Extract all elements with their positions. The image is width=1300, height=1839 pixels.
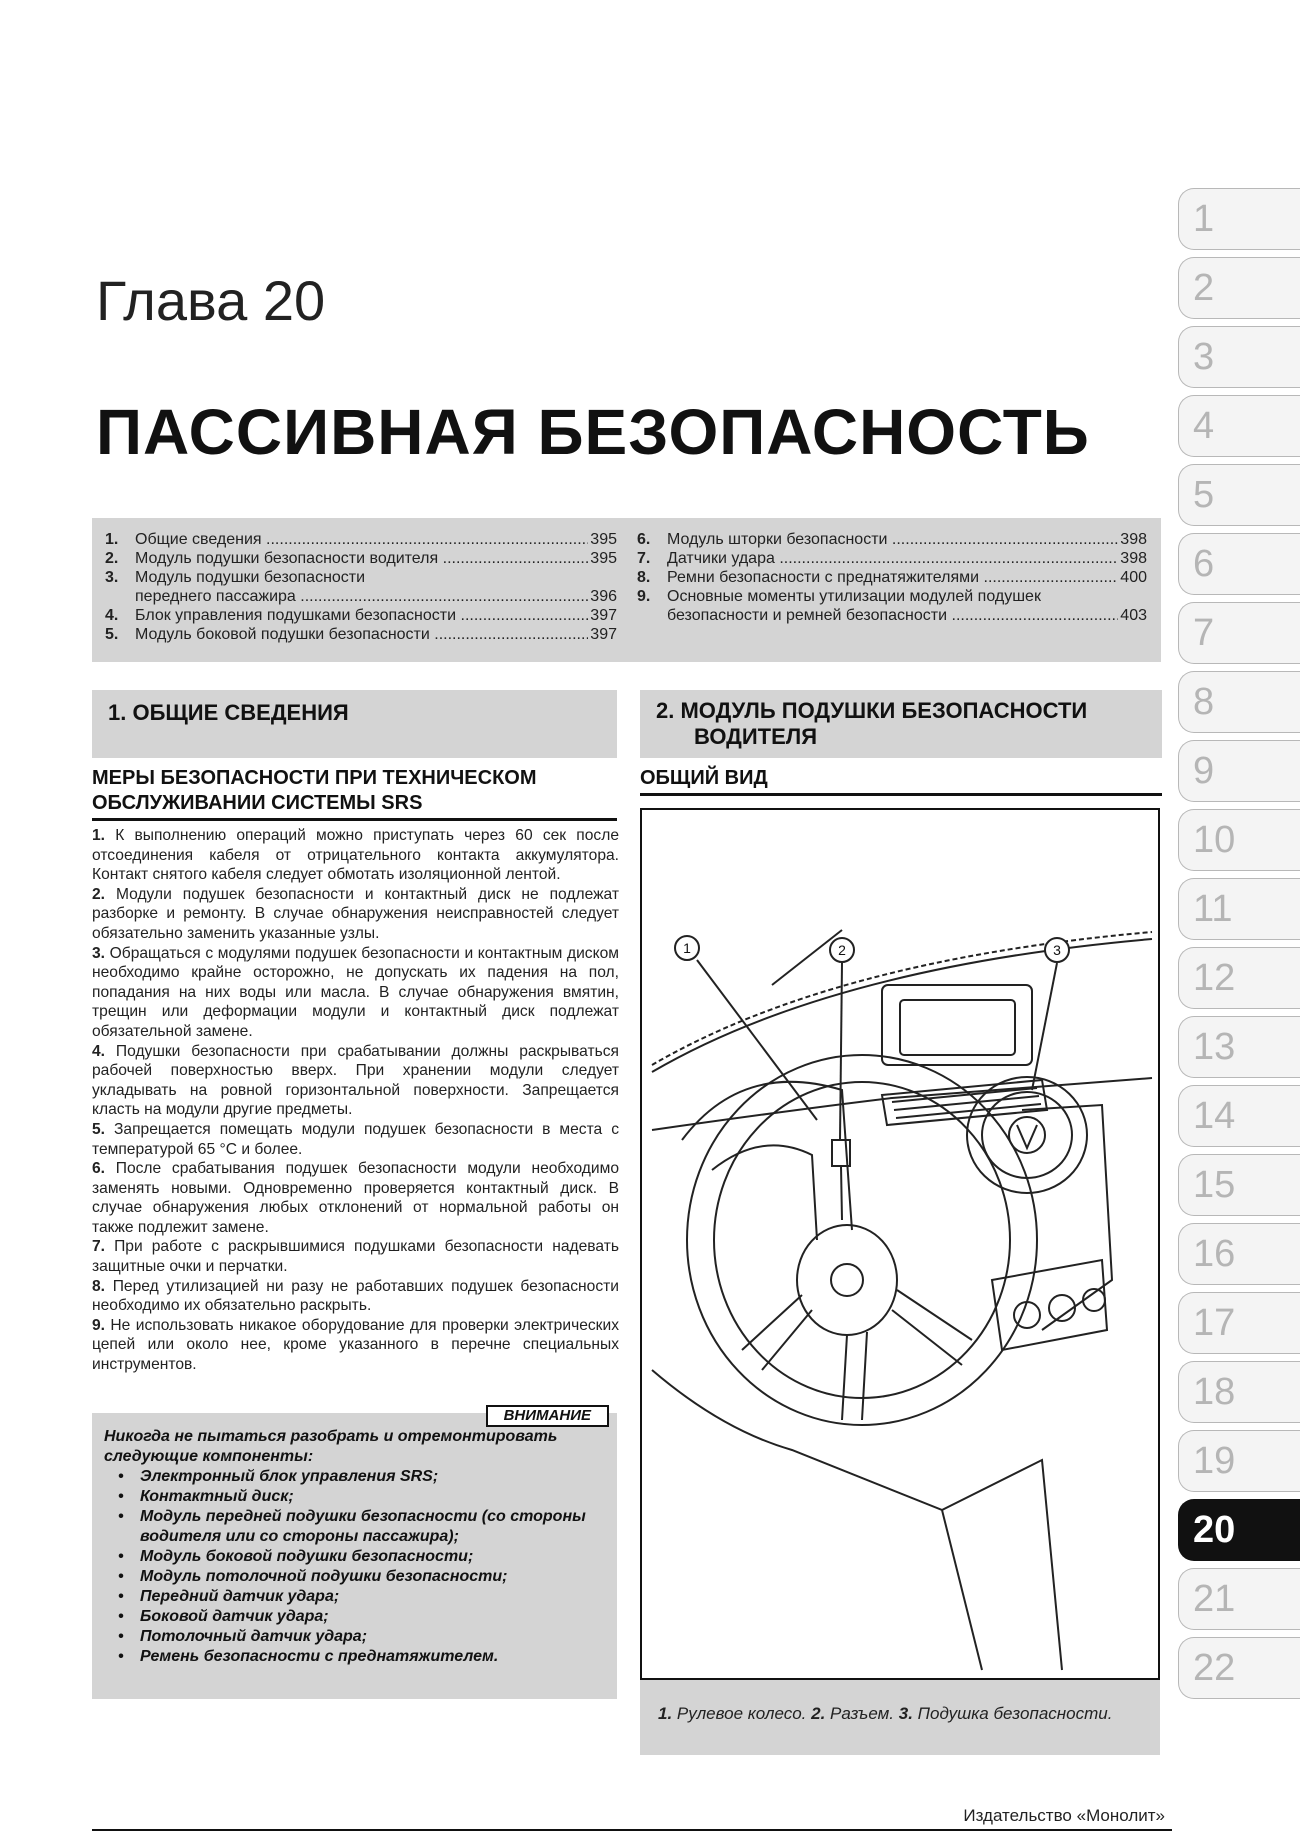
section-1-subheading: МЕРЫ БЕЗОПАСНОСТИ ПРИ ТЕХНИЧЕСКОМ ОБСЛУЖИВАНИИ СИСТЕМЫ SRS: [92, 766, 617, 821]
chapter-tab[interactable]: 7: [1178, 602, 1300, 664]
list-item: 8. Перед утилизацией ни разу не работавших подушек безопасности необходимо их обязательно раскрыть.: [92, 1277, 619, 1315]
callout-1: 1: [683, 940, 691, 956]
list-item: 5. Запрещается помещать модули подушек безопасности в места с температурой 65 °С и более.: [92, 1120, 619, 1158]
list-item: 7. При работе с раскрывшимися подушками безопасности надевать защитные очки и перчатки.: [92, 1238, 619, 1276]
chapter-title: ПАССИВНАЯ БЕЗОПАСНОСТЬ: [96, 396, 1090, 468]
list-item: 3. Обращаться с модулями подушек безопасности и контактным диском необходимо крайне осторожно, не допускать их падения на пол, попадания на них воды или масла. В случае обнаружения вмятин, трещин или деформации модули и контактный диск подлежат обязательной замене.: [92, 944, 619, 1040]
chapter-tab[interactable]: 17: [1178, 1292, 1300, 1354]
chapter-tabs: [1178, 188, 1300, 1706]
chapter-tab-active[interactable]: 20: [1178, 1499, 1300, 1561]
list-item: 2. Модули подушек безопасности и контактный диск не подлежат разборке и ремонту. В случае обнаружения неисправностей следует обязательно заменить указанные узлы.: [92, 885, 619, 942]
toc-item[interactable]: 6. Модуль шторки безопасности ..... 398: [637, 530, 1147, 549]
warning-item: • Электронный блок управления SRS;: [104, 1467, 604, 1487]
toc-item[interactable]: 3. Модуль подушки безопасности: [105, 569, 366, 586]
callout-3: 3: [1053, 942, 1061, 958]
warning-item: • Ремень безопасности с преднатяжителем.: [104, 1647, 604, 1667]
section-2-heading-line: 2. МОДУЛЬ ПОДУШКИ БЕЗОПАСНОСТИ: [656, 698, 1088, 723]
toc-item[interactable]: 4. Блок управления подушками безопасности ..... 397: [105, 606, 617, 625]
figure-caption: 1. Рулевое колесо. 2. Разъем. 3. Подушка безопасности.: [640, 1680, 1160, 1755]
toc-item-continuation[interactable]: переднего пассажира ..... 396: [105, 587, 617, 606]
chapter-tab[interactable]: 15: [1178, 1154, 1300, 1216]
list-item: 4. Подушки безопасности при срабатывании должны раскрываться рабочей поверхностью вверх. При хранении модули следует укладывать на ровной горизонтальной поверхности. Запрещается класть на модули другие предметы.: [92, 1042, 619, 1119]
chapter-tab[interactable]: 6: [1178, 533, 1300, 595]
warning-body: [104, 1427, 604, 1667]
chapter-tab[interactable]: 22: [1178, 1637, 1300, 1699]
warning-item: • Контактный диск;: [104, 1487, 604, 1507]
table-of-contents: [92, 518, 1161, 662]
chapter-tab[interactable]: 8: [1178, 671, 1300, 733]
chapter-tab[interactable]: 5: [1178, 464, 1300, 526]
chapter-tab[interactable]: 13: [1178, 1016, 1300, 1078]
warning-item: • Модуль боковой подушки безопасности;: [104, 1547, 604, 1567]
toc-item[interactable]: 8. Ремни безопасности с преднатяжителями ..... 400: [637, 568, 1147, 587]
list-item: 6. После срабатывания подушек безопасности модули необходимо заменять новыми. Одновременно проверяется контактный диск. В случае обнаружения любых отклонений от нормальной работы он также подлежит замене.: [92, 1160, 619, 1236]
warning-item: • Модуль потолочной подушки безопасности;: [104, 1567, 604, 1587]
warning-item: • Боковой датчик удара;: [104, 1607, 604, 1627]
publisher-name: Издательство «Монолит»: [963, 1806, 1165, 1825]
chapter-tab[interactable]: 3: [1178, 326, 1300, 388]
toc-item-continuation[interactable]: безопасности и ремней безопасности ..... 403: [637, 606, 1147, 625]
warning-item: • Потолочный датчик удара;: [104, 1627, 604, 1647]
toc-item[interactable]: 1. Общие сведения ..... 395: [105, 530, 617, 549]
warning-intro: Никогда не пытаться разобрать и отремонтировать следующие компоненты:: [104, 1428, 558, 1465]
toc-item[interactable]: 7. Датчики удара ..... 398: [637, 549, 1147, 568]
toc-item[interactable]: 9. Основные моменты утилизации модулей подушек: [637, 588, 1041, 605]
warning-item: • Передний датчик удара;: [104, 1587, 604, 1607]
toc-item[interactable]: 2. Модуль подушки безопасности водителя ..... 395: [105, 549, 617, 568]
warning-item: • Модуль передней подушки безопасности (со стороны водителя или со стороны пассажира);: [104, 1507, 604, 1547]
dashboard-illustration: [642, 810, 1158, 1678]
chapter-tab[interactable]: 14: [1178, 1085, 1300, 1147]
list-item: 9. Не использовать никакое оборудование для проверки электрических цепей или около нее, кроме указанного в перечне специальных инструментов.: [92, 1316, 619, 1374]
toc-right-column: [637, 530, 1147, 625]
chapter-tab[interactable]: 21: [1178, 1568, 1300, 1630]
callout-2: 2: [838, 942, 846, 958]
footer-rule: [92, 1829, 1172, 1831]
chapter-tab[interactable]: 1: [1178, 188, 1300, 250]
chapter-tab[interactable]: 11: [1178, 878, 1300, 940]
toc-item[interactable]: 5. Модуль боковой подушки безопасности ..... 397: [105, 625, 617, 644]
figure-steering-wheel: [640, 808, 1160, 1680]
list-item: 1. К выполнению операций можно приступать через 60 сек после отсоединения кабеля от отрицательного контакта аккумулятора. Контакт снятого кабеля следует обмотать изоляционной лентой.: [92, 827, 619, 884]
chapter-tab[interactable]: 9: [1178, 740, 1300, 802]
warning-label: ВНИМАНИЕ: [486, 1405, 609, 1427]
safety-rules-list: [92, 826, 619, 1375]
chapter-tab[interactable]: 4: [1178, 395, 1300, 457]
section-2-subheading: ОБЩИЙ ВИД: [640, 766, 1162, 796]
chapter-tab[interactable]: 2: [1178, 257, 1300, 319]
chapter-label: Глава 20: [96, 269, 326, 332]
chapter-tab[interactable]: 18: [1178, 1361, 1300, 1423]
section-2-heading: [640, 690, 1162, 758]
chapter-tab[interactable]: 16: [1178, 1223, 1300, 1285]
chapter-tab[interactable]: 19: [1178, 1430, 1300, 1492]
chapter-tab[interactable]: 12: [1178, 947, 1300, 1009]
section-2-heading-line: ВОДИТЕЛЯ: [694, 724, 818, 749]
toc-left-column: [105, 530, 617, 644]
chapter-tab[interactable]: 10: [1178, 809, 1300, 871]
warning-box: [92, 1407, 617, 1699]
section-1-heading: 1. ОБЩИЕ СВЕДЕНИЯ: [92, 690, 617, 758]
